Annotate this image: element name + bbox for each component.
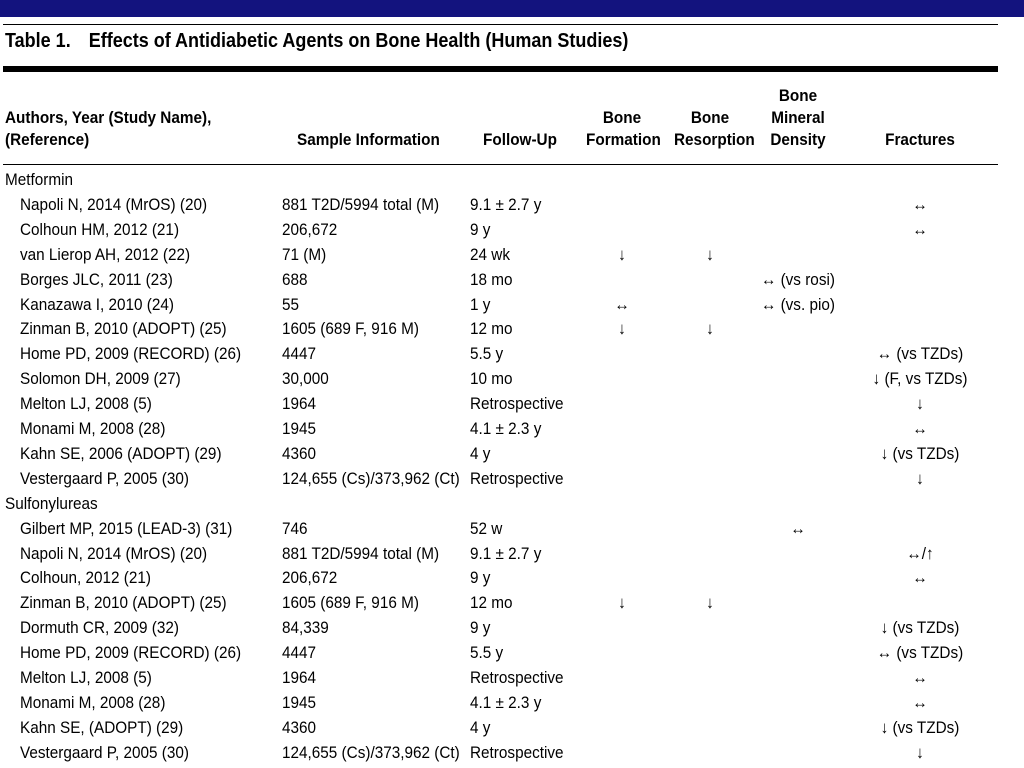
follow-up-cell: 9.1 ± 2.7 y [470,194,542,214]
follow-up-cell: 9 y [470,618,491,638]
table-row [0,316,1024,341]
follow-up-cell: 1 y [470,294,491,314]
follow-up-cell: 24 wk [470,244,510,264]
fractures-cell: ↔ (vs TZDs) [876,344,964,364]
top-rule [3,24,998,25]
header-follow-up: Follow-Up [483,130,557,149]
fractures-cell: ↓ [916,742,924,762]
follow-up-cell: 4 y [470,443,491,463]
follow-up-cell: 4 y [470,717,491,737]
author-cell: Colhoun HM, 2012 (21) [20,219,180,239]
follow-up-cell: 18 mo [470,269,513,289]
header-bone-resorption [674,107,755,151]
follow-up-cell: 4.1 ± 2.3 y [470,419,542,438]
author-cell: Zinman B, 2010 (ADOPT) (25) [20,319,227,339]
bone-resorption-cell: ↓ [706,244,714,264]
follow-up-cell: 12 mo [470,593,513,613]
author-cell: Napoli N, 2014 (MrOS) (20) [20,194,208,214]
bone-formation-cell: ↓ [618,593,626,613]
table-row [0,715,1024,740]
header-authors [5,107,211,151]
table-row [0,466,1024,491]
author-cell: Solomon DH, 2009 (27) [20,369,181,389]
author-cell: Napoli N, 2014 (MrOS) (20) [20,543,208,563]
follow-up-cell: 9.1 ± 2.7 y [470,543,542,563]
fractures-cell: ↔ [912,194,928,214]
author-cell: Dormuth CR, 2009 (32) [20,618,180,638]
sample-cell: 206,672 [282,219,338,239]
sample-cell: 4360 [282,443,317,463]
bmd-cell: ↔ [790,518,806,538]
table-row [0,541,1024,566]
table-row [0,516,1024,541]
fractures-cell: ↔/↑ [906,543,934,563]
table-row [0,590,1024,615]
table-row [0,665,1024,690]
author-cell: Melton LJ, 2008 (5) [20,394,152,414]
author-cell: Vestergaard P, 2005 (30) [20,468,189,488]
sample-cell: 124,655 (Cs)/373,962 (Ct) [282,468,460,488]
header-bmd-line1: Bone [778,86,818,105]
header-bmd-line3: Density [770,130,826,149]
table-row [0,441,1024,466]
sample-cell: 1964 [282,668,317,687]
author-cell: Monami M, 2008 (28) [20,419,166,438]
author-cell: van Lierop AH, 2012 (22) [20,244,191,264]
slide-top-bar [0,0,1024,17]
fractures-cell: ↓ (F, vs TZDs) [872,369,968,389]
sample-cell: 688 [282,269,308,289]
sample-cell: 746 [282,518,308,538]
sample-cell: 71 (M) [282,244,327,264]
sample-cell: 1964 [282,394,317,414]
follow-up-cell: 4.1 ± 2.3 y [470,692,542,712]
fractures-cell: ↓ (vs TZDs) [880,618,960,638]
fractures-cell: ↔ [912,219,928,239]
header-bone-formation-line1: Bone [602,108,642,127]
author-cell: Home PD, 2009 (RECORD) (26) [20,643,242,663]
follow-up-cell: 10 mo [470,369,513,389]
header-rule [3,164,998,165]
table-row [0,292,1024,317]
author-cell: Colhoun, 2012 (21) [20,568,151,588]
sample-cell: 1605 (689 F, 916 M) [282,593,419,613]
author-cell: Kanazawa I, 2010 (24) [20,294,174,314]
bone-resorption-cell: ↓ [706,319,714,339]
table-row [0,615,1024,640]
header-sample: Sample Information [297,130,440,149]
table-title-text: Effects of Antidiabetic Agents on Bone Health (Human Studies) [88,30,629,52]
bone-formation-cell: ↔ [614,294,630,314]
table-title [5,30,628,53]
header-bone-formation-line2: Formation [586,130,661,149]
author-cell: Gilbert MP, 2015 (LEAD-3) (31) [20,518,233,538]
table-row [0,640,1024,665]
sample-cell: 84,339 [282,618,329,638]
fractures-cell: ↔ [912,419,928,438]
sample-cell: 1945 [282,692,317,712]
fractures-cell: ↔ [912,692,928,712]
follow-up-cell: Retrospective [470,394,564,414]
header-authors-line2: (Reference) [5,130,90,149]
follow-up-cell: 9 y [470,219,491,239]
sample-cell: 55 [282,294,300,314]
follow-up-cell: 12 mo [470,319,513,339]
author-cell: Vestergaard P, 2005 (30) [20,742,189,762]
fractures-cell: ↓ [916,394,924,414]
sample-cell: 206,672 [282,568,338,588]
title-rule [3,66,998,72]
header-bone-formation [586,107,661,151]
author-cell: Home PD, 2009 (RECORD) (26) [20,344,242,364]
table-row [0,366,1024,391]
group-label: Sulfonylureas [5,493,98,513]
fractures-cell: ↓ (vs TZDs) [880,717,960,737]
header-bmd [759,85,836,151]
sample-cell: 881 T2D/5994 total (M) [282,543,440,563]
fractures-cell: ↓ [916,468,924,488]
bone-resorption-cell: ↓ [706,593,714,613]
follow-up-cell: 5.5 y [470,344,504,364]
follow-up-cell: Retrospective [470,742,564,762]
table-row [0,267,1024,292]
header-bmd-line2: Mineral [771,108,825,127]
sample-cell: 4360 [282,717,317,737]
bone-formation-cell: ↓ [618,244,626,264]
fractures-cell: ↓ (vs TZDs) [880,443,960,463]
author-cell: Zinman B, 2010 (ADOPT) (25) [20,593,227,613]
table-row [0,341,1024,366]
table-row [0,217,1024,242]
sample-cell: 881 T2D/5994 total (M) [282,194,440,214]
sample-cell: 124,655 (Cs)/373,962 (Ct) [282,742,460,762]
follow-up-cell: 5.5 y [470,643,504,663]
header-authors-line1: Authors, Year (Study Name), [5,108,212,127]
author-cell: Monami M, 2008 (28) [20,692,166,712]
sample-cell: 30,000 [282,369,329,389]
table-row [0,565,1024,590]
header-fractures: Fractures [885,130,955,149]
fractures-cell: ↔ (vs TZDs) [876,643,964,663]
table-row [0,740,1024,765]
table-row [0,242,1024,267]
table-row [0,690,1024,715]
bmd-cell: ↔ (vs. pio) [761,294,835,314]
header-bone-resorption-line1: Bone [690,108,730,127]
table-row [0,391,1024,416]
header-bone-resorption-line2: Resorption [674,130,755,149]
table-row [0,416,1024,441]
table-label: Table 1. [5,30,71,52]
author-cell: Kahn SE, 2006 (ADOPT) (29) [20,443,222,463]
group-label: Metformin [5,170,74,189]
table-group-row [0,167,1024,192]
sample-cell: 1605 (689 F, 916 M) [282,319,419,339]
follow-up-cell: Retrospective [470,668,564,687]
fractures-cell: ↔ [912,568,928,588]
sample-cell: 4447 [282,344,317,364]
bone-formation-cell: ↓ [618,319,626,339]
follow-up-cell: Retrospective [470,468,564,488]
author-cell: Kahn SE, (ADOPT) (29) [20,717,184,737]
fractures-cell: ↔ [912,668,928,687]
bmd-cell: ↔ (vs rosi) [761,269,835,289]
table-group-row [0,491,1024,516]
sample-cell: 1945 [282,419,317,438]
follow-up-cell: 52 w [470,518,503,538]
sample-cell: 4447 [282,643,317,663]
author-cell: Melton LJ, 2008 (5) [20,668,152,687]
author-cell: Borges JLC, 2011 (23) [20,269,173,289]
follow-up-cell: 9 y [470,568,491,588]
table-row [0,192,1024,217]
